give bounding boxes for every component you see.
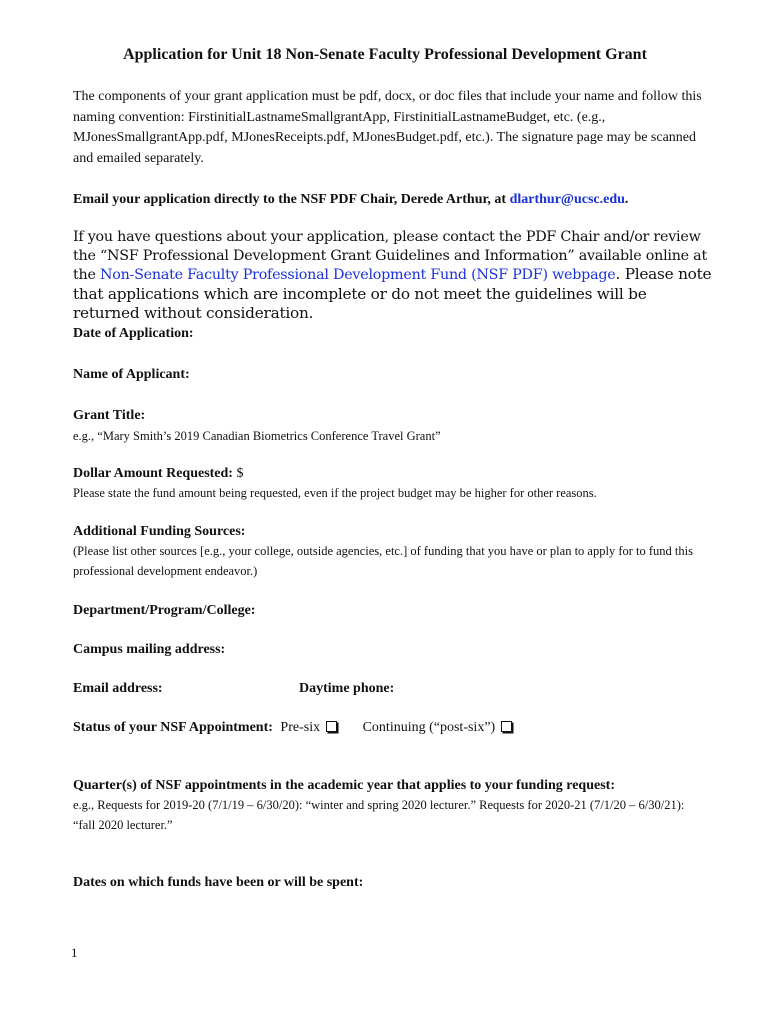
status-pre-six-label: Pre-six <box>280 720 321 735</box>
additional-funding-hint: (Please list other sources [e.g., your college, outside agencies, etc.] of funding that you have or plan to apply for to fund this professional development endeavor.) <box>73 544 693 578</box>
continuing-checkbox[interactable] <box>501 721 512 732</box>
status-label: Status of your NSF Appointment: <box>73 720 273 735</box>
daytime-phone-label: Daytime phone: <box>299 681 395 696</box>
dates-funds-label: Dates on which funds have been or will be spent: <box>73 875 364 890</box>
dollar-sign: $ <box>236 466 244 481</box>
email-address-label: Email address: <box>73 681 163 696</box>
status-continuing-label: Continuing (“post-six”) <box>362 720 496 735</box>
quarters-label: Quarter(s) of NSF appointments in the academic year that applies to your funding request: <box>73 778 615 793</box>
questions-text-a: If you have questions about your application, please contact the PDF Chair and/or review the “NSF Professional Development Grant Guidelines and Information” available online at the <box>73 229 707 283</box>
department-label: Department/Program/College: <box>73 603 256 618</box>
date-of-application-label: Date of Application: <box>73 326 194 341</box>
nsf-pdf-webpage-link[interactable]: Non-Senate Faculty Professional Development Fund (NSF PDF) webpage <box>99 267 616 283</box>
page-number: 1 <box>71 945 78 960</box>
email-instruction-suffix: . <box>624 192 629 207</box>
email-instruction <box>73 190 703 211</box>
dollar-amount-label: Dollar Amount Requested: <box>73 466 233 481</box>
intro-paragraph: The components of your grant application must be pdf, docx, or doc files that include your name and follow this naming convention: FirstinitialLastnameSmallgrantApp, FirstinitialLastnameBudget, etc. (e.g., MJonesSmallgrantApp.pdf, MJonesReceipts.pdf, MJonesBudget.pdf, etc.). The signature page may be scanned and emailed separately. <box>73 89 702 167</box>
questions-paragraph <box>73 228 713 324</box>
name-of-applicant-label: Name of Applicant: <box>73 367 190 382</box>
status-row <box>73 718 703 739</box>
chair-email-link[interactable]: dlarthur@ucsc.edu <box>509 192 625 207</box>
page-title: Application for Unit 18 Non-Senate Faculty Professional Development Grant <box>123 46 647 63</box>
dollar-amount-row <box>73 464 703 485</box>
additional-funding-label: Additional Funding Sources: <box>73 524 246 539</box>
quarters-hint: e.g., Requests for 2019-20 (7/1/19 – 6/30/20): “winter and spring 2020 lecturer.” Requests for 2020-21 (7/1/20 – 6/30/21): “fall 2020 lecturer.” <box>73 798 685 832</box>
grant-title-hint: e.g., “Mary Smith’s 2019 Canadian Biometrics Conference Travel Grant” <box>73 429 441 443</box>
grant-title-label: Grant Title: <box>73 408 146 423</box>
dollar-amount-hint: Please state the fund amount being requested, even if the project budget may be higher for other reasons. <box>73 486 597 500</box>
email-instruction-text: Email your application directly to the NSF PDF Chair, Derede Arthur, at <box>73 192 510 207</box>
campus-mailing-label: Campus mailing address: <box>73 642 226 657</box>
questions-text-b: . Please note that applications which are incomplete or do not meet the guidelines will be returned without consideration. <box>73 265 712 322</box>
pre-six-checkbox[interactable] <box>326 721 337 732</box>
